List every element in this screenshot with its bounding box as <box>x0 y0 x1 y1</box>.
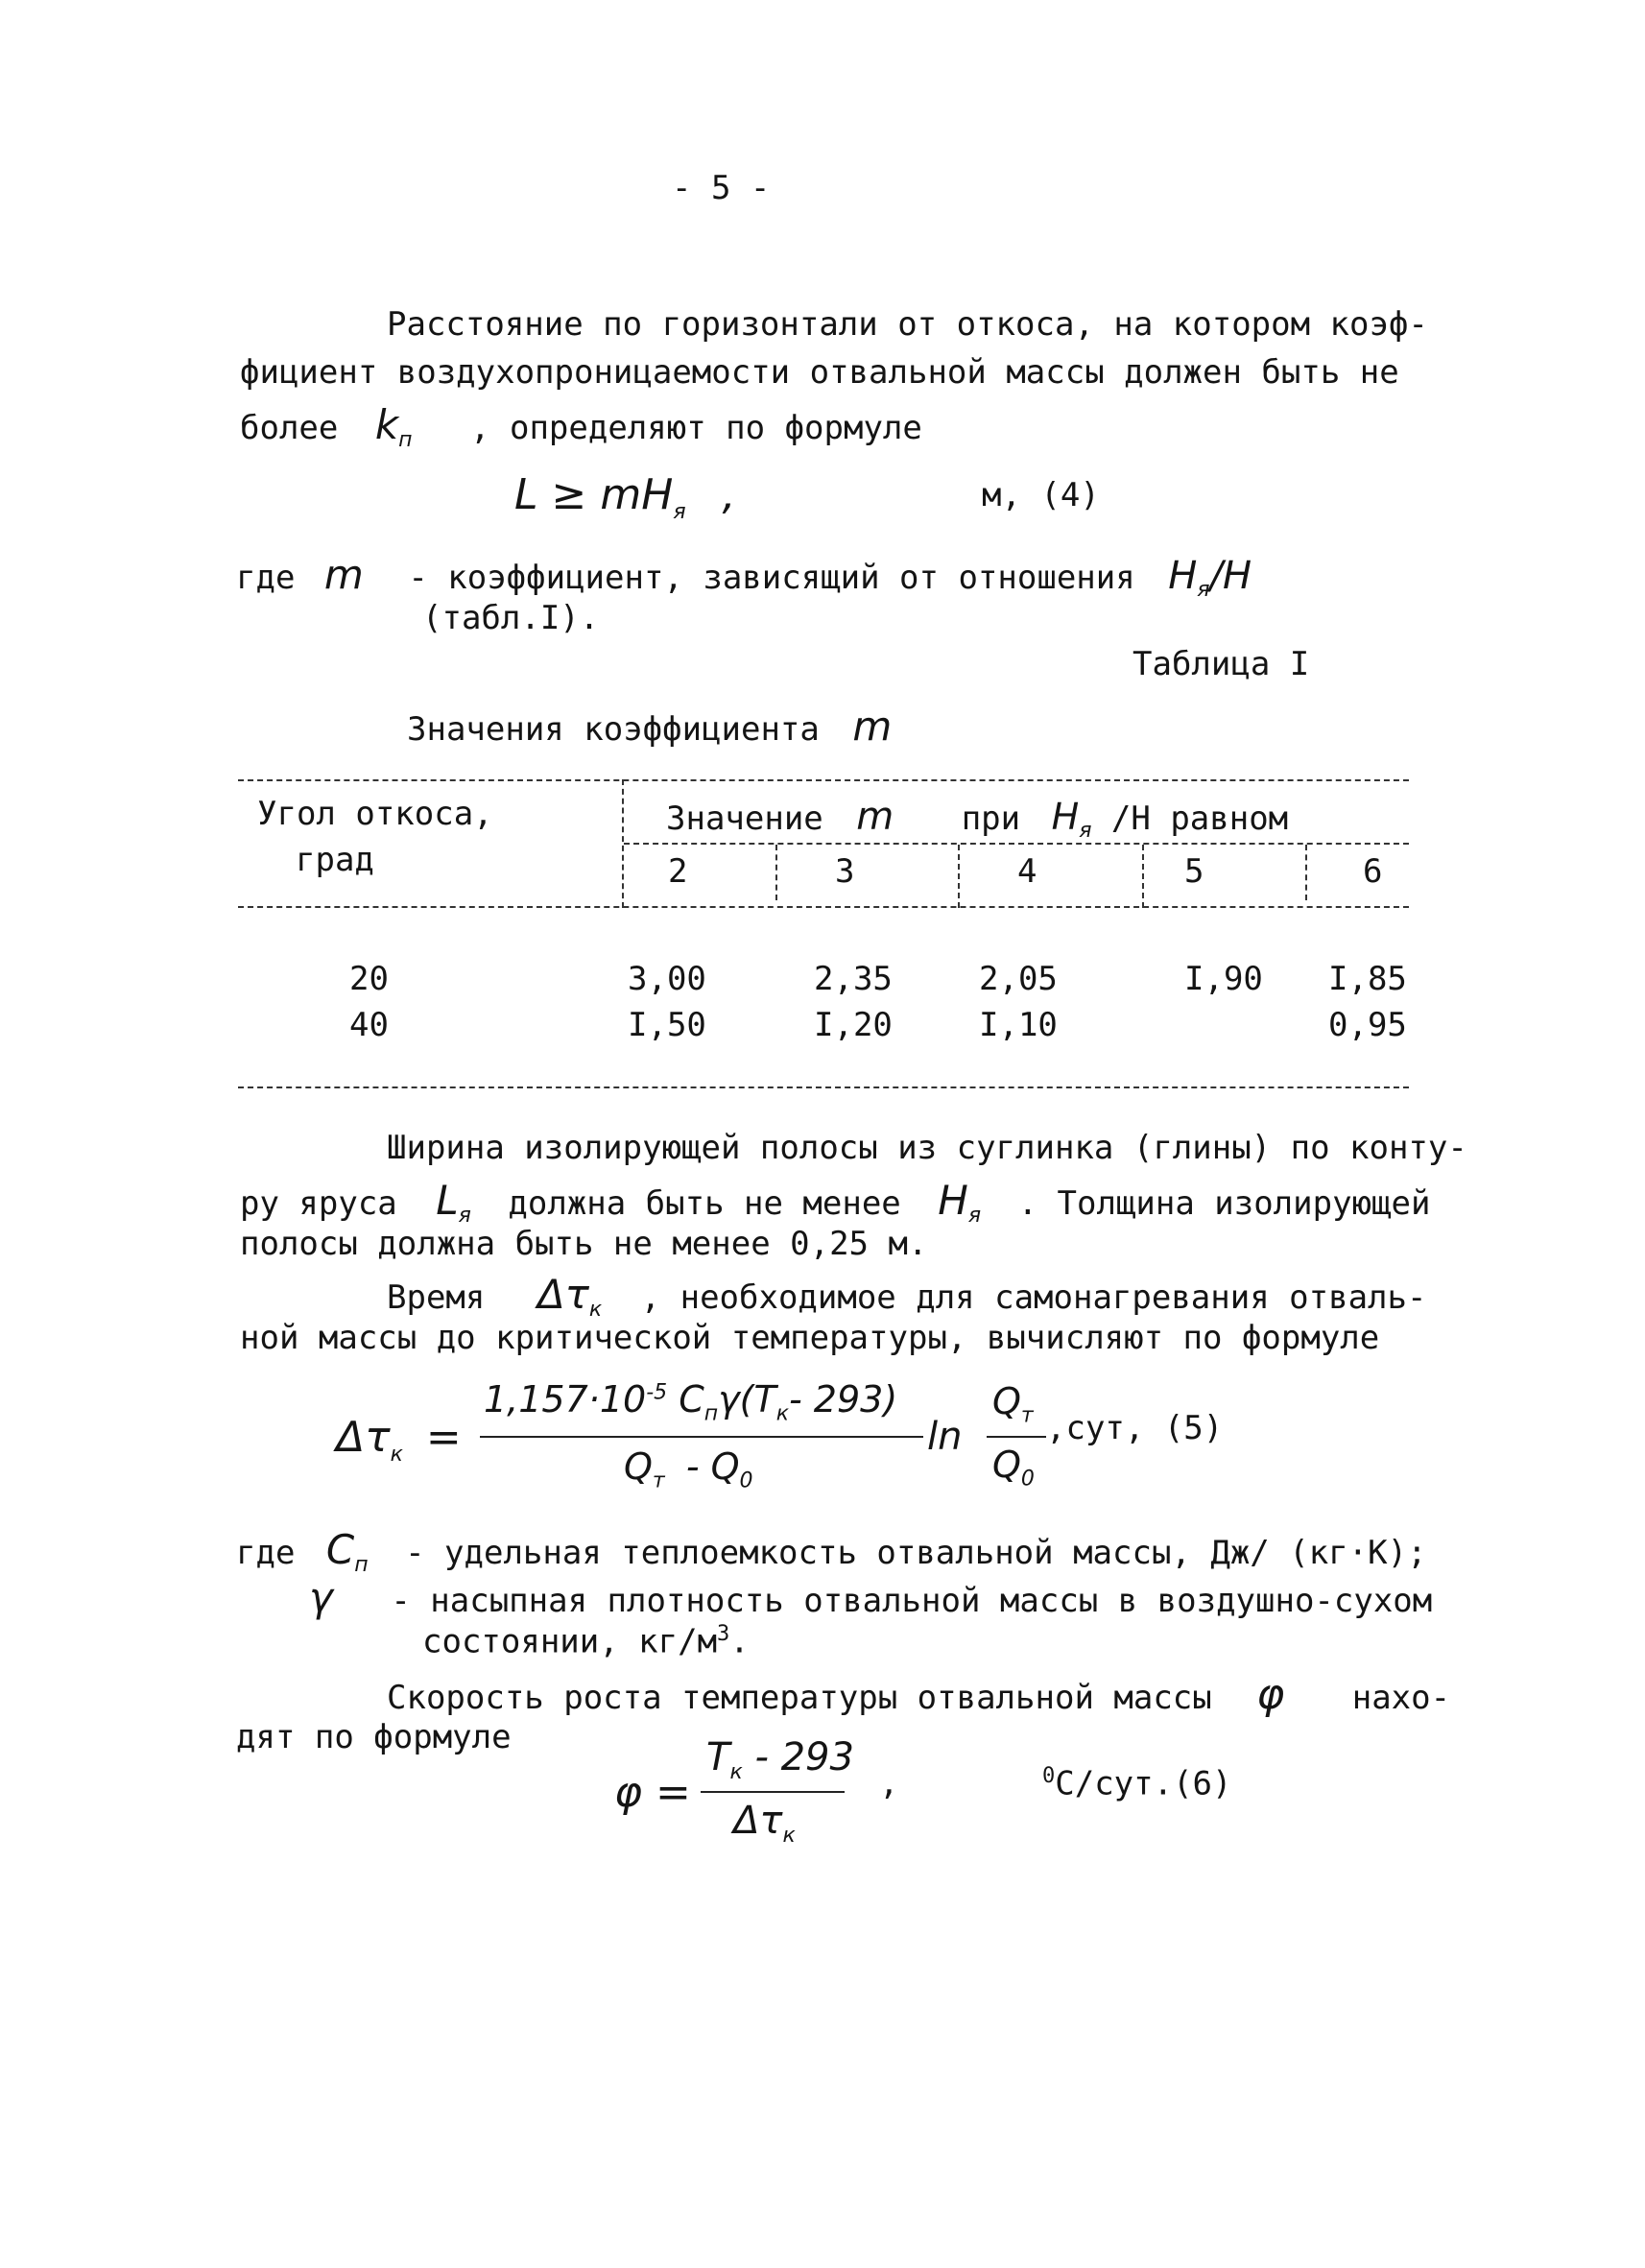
group-header-a: Значение <box>666 800 823 838</box>
formula5-num-c-sub: к <box>775 1401 790 1426</box>
where2-prefix: где <box>236 1534 296 1572</box>
formula6-den-sub: к <box>782 1824 796 1848</box>
row2-v2: I,50 <box>628 1006 706 1044</box>
formula5-denominator <box>624 1445 753 1493</box>
row1-v6: I,85 <box>1328 960 1407 998</box>
row2-v3: I,20 <box>814 1006 893 1044</box>
formula5-den-a-sub: т <box>652 1468 665 1493</box>
where1-line2: (табл.I). <box>422 599 600 637</box>
formula5-eq: = <box>425 1413 462 1462</box>
where2-line3 <box>422 1622 750 1660</box>
para3-line2: ной массы до критической температуры, вычисляют по формуле <box>240 1319 1380 1357</box>
subcol-3: 3 <box>835 852 855 891</box>
ratio-sub: я <box>1197 577 1210 602</box>
group-header-c: /H равном <box>1110 800 1289 838</box>
formula6-num: T <box>706 1735 730 1779</box>
formula4-sub: я <box>673 499 686 524</box>
formula6-lhs: φ = <box>614 1768 691 1817</box>
where2-line1 <box>236 1526 1427 1577</box>
formula5-ln-num: Q <box>992 1380 1021 1422</box>
formula5-lhs-sub: к <box>390 1442 403 1467</box>
row1-v4: 2,05 <box>979 960 1058 998</box>
hya-symbol: H <box>938 1177 968 1224</box>
subcol-2: 2 <box>668 852 688 891</box>
formula6-numerator <box>706 1735 854 1784</box>
para2-line2-b: должна быть не менее <box>508 1184 901 1223</box>
dtau-sub: к <box>588 1297 603 1322</box>
formula5-ln-den-sub: 0 <box>1020 1467 1035 1492</box>
where2-text2: - насыпная плотность отвальной массы в воздушно-сухом <box>391 1582 1433 1620</box>
formula5-den-a: Q <box>624 1445 653 1488</box>
formula6-denominator <box>733 1799 796 1848</box>
formula6-unit-sup: 0 <box>1042 1764 1056 1788</box>
kp-symbol: k <box>374 401 399 448</box>
cp-sub: п <box>354 1552 369 1577</box>
row2-v4: I,10 <box>979 1006 1058 1044</box>
group-header <box>666 795 1288 843</box>
formula5-lhs <box>336 1413 462 1467</box>
formula5-num-b: C <box>679 1378 704 1420</box>
formula6-num-sub: к <box>729 1760 743 1784</box>
where2-text3-sup: 3 <box>717 1622 730 1646</box>
page-number: - 5 - <box>672 169 771 207</box>
hya-sub: я <box>967 1203 982 1228</box>
gamma-symbol: γ <box>309 1574 333 1621</box>
subcol-sep-3 <box>1142 845 1144 908</box>
row2-angle: 40 <box>349 1006 389 1044</box>
para1-line3 <box>240 401 922 452</box>
para1-line1: Расстояние по горизонтали от откоса, на котором коэф- <box>387 305 1428 344</box>
subcol-4: 4 <box>1017 852 1037 891</box>
formula5-num-d: - 293) <box>789 1378 898 1420</box>
group-header-m: m <box>856 795 894 839</box>
subcol-6: 6 <box>1363 852 1383 891</box>
formula5-lhs-sym: Δτ <box>336 1413 391 1462</box>
para1-line3-a: более <box>240 409 339 447</box>
formula4-expr: L ≥ mH <box>514 470 674 519</box>
para2-line3: полосы должна быть не менее 0,25 м. <box>240 1225 928 1263</box>
kp-sub: п <box>398 427 413 452</box>
formula4-lhs <box>514 470 736 524</box>
para4-line1-a: Скорость роста температуры отвальной массы <box>387 1679 1212 1717</box>
group-header-ratio-sub: я <box>1079 818 1092 843</box>
header-bottom-rule <box>238 906 1409 908</box>
formula5-ln-numerator <box>992 1380 1034 1428</box>
para2-line2-a: ру яруса <box>240 1184 397 1223</box>
col0-header-line2: град <box>296 841 374 879</box>
where1-line1 <box>236 551 1252 602</box>
row1-v2: 3,00 <box>628 960 706 998</box>
formula5-ln-den: Q <box>992 1444 1021 1486</box>
para3-line1-b: , необходимое для самонагревания отваль- <box>640 1278 1427 1317</box>
ratio-tail: /H <box>1209 554 1252 598</box>
m-symbol: m <box>323 551 364 598</box>
formula5-ln-bar <box>987 1436 1046 1438</box>
row1-v3: 2,35 <box>814 960 893 998</box>
where1-text: - коэффициент, зависящий от отношения <box>408 559 1135 597</box>
para1-line3-b: , определяют по формуле <box>470 409 922 447</box>
para4-line1-b: нахо- <box>1351 1679 1451 1717</box>
formula5-ln-denominator <box>992 1444 1035 1492</box>
formula5-num-b-sub: п <box>703 1401 719 1426</box>
formula5-ln-num-sub: т <box>1020 1403 1034 1428</box>
where2-text3-end: . <box>729 1622 750 1661</box>
table-title-text: Значения коэффициента <box>407 710 820 749</box>
formula5-ln: ln <box>927 1415 963 1459</box>
para4-line2: дят по формуле <box>236 1718 512 1756</box>
para3-line1-a: Время <box>387 1278 486 1317</box>
table-top-rule <box>238 779 1409 781</box>
subheader-rule <box>624 843 1409 845</box>
formula6-num-b: - 293 <box>754 1735 854 1779</box>
formula5-num-a: 1,157·10 <box>484 1378 647 1420</box>
para2-line2 <box>240 1177 1430 1228</box>
dtau-symbol: Δτ <box>536 1271 589 1318</box>
where2-text1: - удельная теплоемкость отвальной массы, Дж/ (кг·К); <box>405 1534 1427 1572</box>
para4-line1 <box>387 1670 1450 1719</box>
formula5-unit: ,сут, (5) <box>1046 1409 1224 1447</box>
table-title <box>407 703 892 750</box>
para3-line1 <box>387 1271 1426 1322</box>
formula5-num-exp: -5 <box>646 1380 668 1405</box>
row1-v5: I,90 <box>1184 960 1263 998</box>
col0-header-line1: Угол откоса, <box>257 795 493 833</box>
formula5-fraction-bar <box>480 1436 923 1438</box>
phi-symbol: φ <box>1256 1670 1285 1719</box>
subcol-sep-2 <box>958 845 960 908</box>
subcol-5: 5 <box>1184 852 1204 891</box>
where1-prefix: где <box>236 559 296 597</box>
formula5-den-b: - Q <box>685 1445 740 1488</box>
group-header-b: при <box>961 800 1021 838</box>
para2-line2-c: . Толщина изолирующей <box>1017 1184 1431 1223</box>
table-bottom-rule <box>238 1086 1409 1088</box>
table-title-m: m <box>852 703 893 750</box>
formula4-comma: , <box>722 470 736 519</box>
group-header-ratio: H <box>1051 796 1080 838</box>
subcol-sep-1 <box>775 845 777 900</box>
ratio-h: H <box>1168 554 1198 598</box>
subcol-sep-4 <box>1305 845 1307 900</box>
formula6-fraction-bar <box>701 1791 845 1793</box>
table-label: Таблица I <box>1132 645 1310 683</box>
formula5-numerator <box>484 1378 897 1426</box>
formula6-comma: , <box>879 1764 899 1802</box>
row2-v6: 0,95 <box>1328 1006 1407 1044</box>
formula6-den: Δτ <box>733 1799 783 1843</box>
lya-symbol: L <box>436 1177 459 1224</box>
formula5-num-c: γ(T <box>718 1378 776 1420</box>
para2-line1: Ширина изолирующей полосы из суглинка (глины) по конту- <box>387 1129 1467 1167</box>
where2-text3: состоянии, кг/м <box>422 1622 718 1661</box>
cp-symbol: C <box>325 1526 355 1573</box>
lya-sub: я <box>458 1203 471 1228</box>
formula4-unit: м, (4) <box>982 476 1100 514</box>
formula5-den-b-sub: 0 <box>739 1468 753 1493</box>
row1-angle: 20 <box>349 960 389 998</box>
where2-line2 <box>309 1574 1432 1621</box>
formula6-unit <box>1042 1764 1231 1802</box>
para1-line2: фициент воздухопроницаемости отвальной массы должен быть не <box>240 353 1399 392</box>
formula6-unit-text: С/сут.(6) <box>1055 1764 1232 1803</box>
